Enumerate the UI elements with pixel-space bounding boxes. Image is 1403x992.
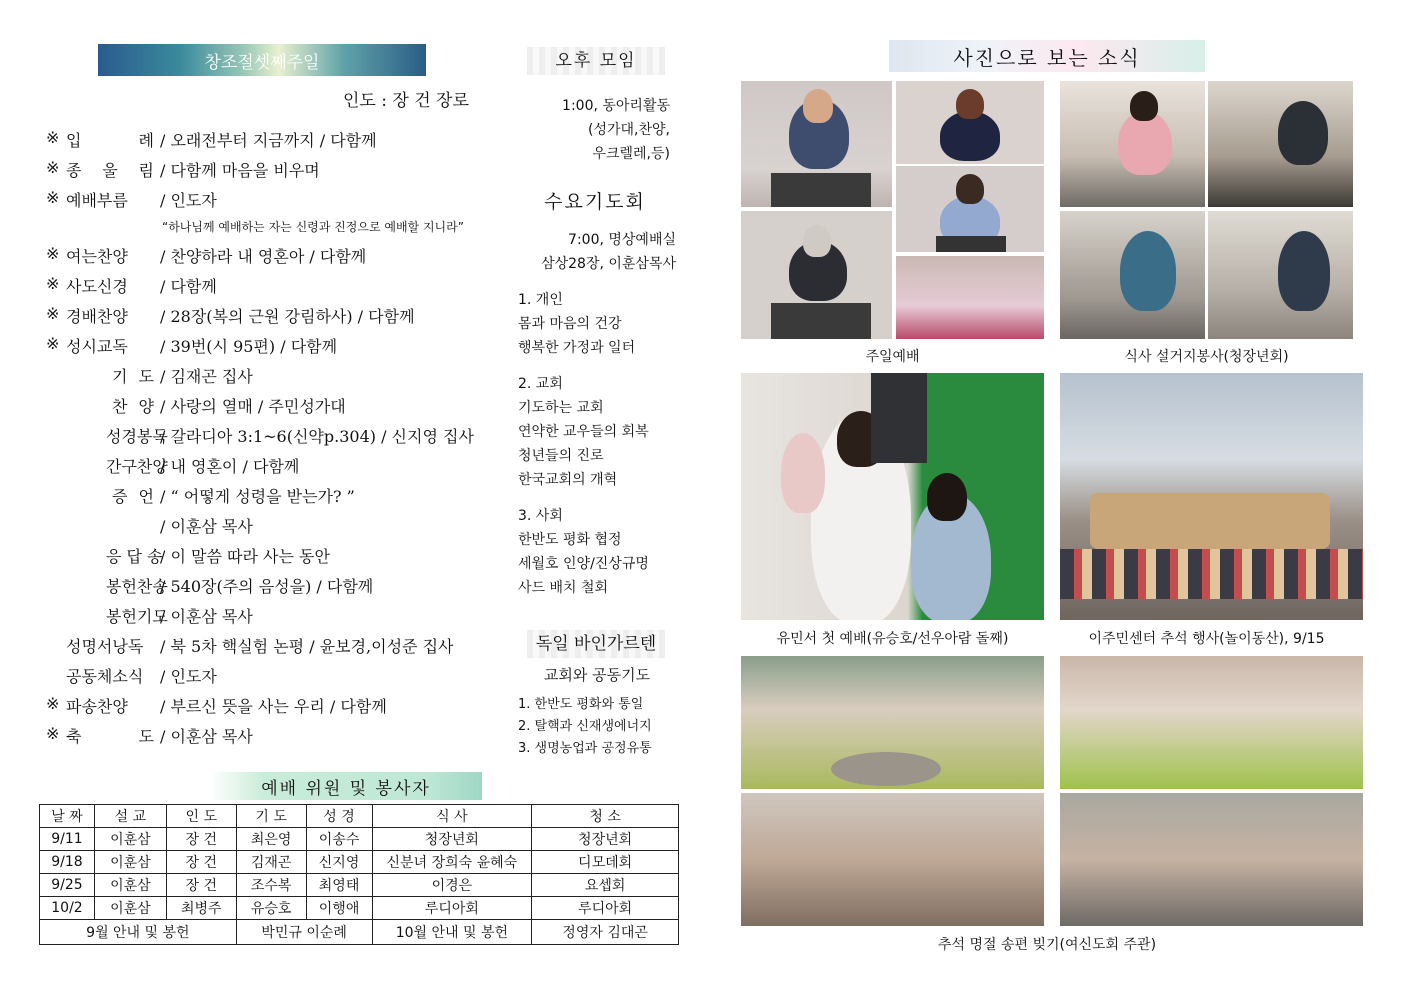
caption-worship: 주일예배 xyxy=(865,349,920,365)
cell-date: 9/25 xyxy=(40,874,95,897)
order-item-name: 찬 양 xyxy=(112,397,154,416)
wednesday-line: 삼상28장, 이훈삼목사 xyxy=(541,256,676,272)
afternoon-meeting-details xyxy=(540,94,670,166)
staff-table-header-row xyxy=(40,805,679,828)
prayer-item: 한국교회의 개혁 xyxy=(518,472,618,488)
songpyeon-photo-1 xyxy=(741,656,1044,789)
order-item-name: 증 언 xyxy=(112,487,154,506)
german-prayer-item: 2. 탈핵과 신재생에너지 xyxy=(518,719,652,734)
afternoon-meeting-heading xyxy=(527,47,665,75)
table-row xyxy=(40,851,679,874)
required-mark: ※ xyxy=(46,334,60,353)
cell-scripture: 최영태 xyxy=(306,874,372,897)
required-mark: ※ xyxy=(46,724,60,743)
worship-photo-1 xyxy=(741,81,892,207)
header-prayer: 기 도 xyxy=(236,805,306,828)
order-item-name: 파송찬양 xyxy=(66,697,128,716)
required-mark: ※ xyxy=(46,158,60,177)
order-item-detail: / 인도자 xyxy=(160,191,217,210)
baby-worship-photo xyxy=(741,373,1044,620)
meal-photo-1 xyxy=(1060,81,1205,207)
afternoon-line: 1:00, 동아리활동 xyxy=(562,98,670,114)
header-date: 날 짜 xyxy=(40,805,95,828)
cell-prayer: 최은영 xyxy=(236,828,306,851)
table-row xyxy=(40,874,679,897)
cell-prayer: 유승호 xyxy=(236,897,306,920)
songpyeon-photo-3 xyxy=(741,793,1044,926)
oct-offering-names: 정영자 김대곤 xyxy=(532,920,679,945)
migrant-center-photo xyxy=(1060,373,1363,620)
cell-meal: 청장년회 xyxy=(372,828,532,851)
caption-migrant-center: 이주민센터 추석 행사(놀이동산), 9/15 xyxy=(1088,631,1325,647)
staff-table-heading: 예배 위원 및 봉사자 xyxy=(210,772,482,800)
required-mark: ※ xyxy=(46,128,60,147)
staff-table xyxy=(39,804,679,945)
header-meal: 식 사 xyxy=(372,805,532,828)
cell-leader: 장 건 xyxy=(166,851,236,874)
prayer-item: 청년들의 진로 xyxy=(518,448,604,464)
order-item-name: 봉헌기도 xyxy=(106,607,168,626)
cell-scripture: 이송수 xyxy=(306,828,372,851)
order-item-name: 봉헌찬송 xyxy=(106,577,168,596)
german-church-heading xyxy=(527,630,665,658)
caption-meal: 식사 설거지봉사(청장년회) xyxy=(1124,349,1289,365)
order-item-detail: / 부르신 뜻을 사는 우리 / 다함께 xyxy=(160,697,387,716)
cell-cleaning: 청장년회 xyxy=(532,828,679,851)
sept-offering-names: 박민규 이순례 xyxy=(236,920,372,945)
order-item-name: 간구찬양 xyxy=(106,457,168,476)
prayer-item: 사드 배치 철회 xyxy=(518,580,609,596)
order-item-name: 축 도 xyxy=(66,727,154,746)
order-item-detail: / 찬양하라 내 영혼아 / 다함께 xyxy=(160,247,367,266)
worship-photo-4 xyxy=(741,211,892,339)
cell-meal: 신분녀 장희숙 윤혜숙 xyxy=(372,851,532,874)
german-prayer-list xyxy=(518,694,688,760)
german-prayer-item: 1. 한반도 평화와 통일 xyxy=(518,697,644,712)
sunday-title-banner xyxy=(98,44,426,76)
songpyeon-photo-2 xyxy=(1060,656,1363,789)
cell-sermon: 이훈삼 xyxy=(94,851,166,874)
order-item-detail: / 이훈삼 목사 xyxy=(160,517,253,536)
required-mark: ※ xyxy=(46,274,60,293)
staff-table-footer-row xyxy=(40,920,679,945)
order-item-detail: / “ 어떻게 성령을 받는가? ” xyxy=(160,487,355,506)
order-item-detail: / 갈라디아 3:1~6(신약p.304) / 신지영 집사 xyxy=(160,427,474,446)
prayer-item: 세월호 인양/진상규명 xyxy=(518,556,649,572)
caption-baby-worship: 유민서 첫 예배(유승호/선우아람 돌째) xyxy=(776,631,1009,647)
german-prayer-item: 3. 생명농업과 공정유통 xyxy=(518,741,652,756)
oct-offering-label: 10월 안내 및 봉헌 xyxy=(372,920,532,945)
cell-sermon: 이훈삼 xyxy=(94,874,166,897)
cell-leader: 장 건 xyxy=(166,828,236,851)
order-item-detail: / 다함께 xyxy=(160,277,217,296)
order-item-detail: / 사랑의 열매 / 주민성가대 xyxy=(160,397,346,416)
worship-photo-choir xyxy=(896,256,1044,339)
order-item-name: 기 도 xyxy=(112,367,154,386)
cell-meal: 이경은 xyxy=(372,874,532,897)
cell-scripture: 신지영 xyxy=(306,851,372,874)
cell-date: 9/18 xyxy=(40,851,95,874)
order-item-name: 경배찬양 xyxy=(66,307,128,326)
cell-meal: 루디아회 xyxy=(372,897,532,920)
header-cleaning: 청 소 xyxy=(532,805,679,828)
wednesday-line: 7:00, 명상예배실 xyxy=(568,232,676,248)
cell-date: 9/11 xyxy=(40,828,95,851)
german-church-title: 독일 바인가르텐 xyxy=(535,634,657,654)
wednesday-prayer-details xyxy=(520,228,676,276)
cell-cleaning: 요셉회 xyxy=(532,874,679,897)
order-item-name: 성명서낭독 xyxy=(66,637,144,656)
prayer-item: 몸과 마음의 건강 xyxy=(518,316,622,332)
prayer-item: 기도하는 교회 xyxy=(518,400,604,416)
worship-leader: 인도 : 장 건 장로 xyxy=(343,91,469,111)
meal-photo-2 xyxy=(1208,81,1353,207)
order-item-name: 응 답 송 xyxy=(106,547,163,566)
afternoon-meeting-title: 오후 모임 xyxy=(555,51,637,71)
cell-scripture: 이행애 xyxy=(306,897,372,920)
wednesday-prayer-heading: 수요기도회 xyxy=(544,191,646,213)
worship-photo-3 xyxy=(896,166,1044,252)
order-item-detail: / 28장(복의 근원 강림하사) / 다함께 xyxy=(160,307,415,326)
order-item-detail: / 이 말씀 따라 사는 동안 xyxy=(160,547,330,566)
header-scripture: 성 경 xyxy=(306,805,372,828)
cell-sermon: 이훈삼 xyxy=(94,897,166,920)
meal-photo-3 xyxy=(1060,211,1205,339)
required-mark: ※ xyxy=(46,244,60,263)
order-item-name: 성경봉독 xyxy=(106,427,168,446)
order-item-detail: / 북 5차 핵실험 논평 / 윤보경,이성준 집사 xyxy=(160,637,454,656)
order-item-name: 공동체소식 xyxy=(66,667,144,686)
header-sermon: 설 교 xyxy=(94,805,166,828)
header-leader: 인 도 xyxy=(166,805,236,828)
afternoon-line: 우크렐레,등) xyxy=(592,146,670,162)
sunday-title: 창조절셋째주일 xyxy=(204,52,320,73)
prayer-section-head: 3. 사회 xyxy=(518,508,563,524)
cell-cleaning: 루디아회 xyxy=(532,897,679,920)
order-item-detail: / 이훈삼 목사 xyxy=(160,727,253,746)
cell-date: 10/2 xyxy=(40,897,95,920)
order-item-detail: / 이훈삼 목사 xyxy=(160,607,253,626)
cell-prayer: 조수복 xyxy=(236,874,306,897)
order-item-detail: / 39번(시 95편) / 다함께 xyxy=(160,337,338,356)
order-item-detail: / 인도자 xyxy=(160,667,217,686)
sept-offering-label: 9월 안내 및 봉헌 xyxy=(40,920,237,945)
order-item-detail: / 540장(주의 음성을) / 다함께 xyxy=(160,577,374,596)
order-item-detail: / 다함께 마음을 비우며 xyxy=(160,161,320,180)
order-item-name: 종 울 림 xyxy=(66,161,154,180)
call-to-worship-quote: “하나님께 예배하는 자는 신령과 진정으로 예배할 지니라” xyxy=(162,220,464,234)
required-mark: ※ xyxy=(46,188,60,207)
prayer-item: 행복한 가정과 일터 xyxy=(518,340,636,356)
cell-prayer: 김재곤 xyxy=(236,851,306,874)
caption-songpyeon: 추석 명절 송편 빚기(여신도회 주관) xyxy=(937,937,1157,953)
required-mark: ※ xyxy=(46,694,60,713)
meal-photo-4 xyxy=(1208,211,1353,339)
order-item-detail: / 김재곤 집사 xyxy=(160,367,253,386)
prayer-item: 연약한 교우들의 회복 xyxy=(518,424,649,440)
order-item-detail: / 오래전부터 지금까지 / 다함께 xyxy=(160,131,377,150)
order-item-name: 예배부름 xyxy=(66,191,128,210)
afternoon-line: (성가대,찬양, xyxy=(588,122,670,138)
prayer-section-head: 2. 교회 xyxy=(518,376,563,392)
worship-photo-2 xyxy=(896,81,1044,164)
prayer-section-head: 1. 개인 xyxy=(518,292,563,308)
photo-news-title: 사진으로 보는 소식 xyxy=(889,40,1205,72)
order-item-detail: / 내 영혼이 / 다함께 xyxy=(160,457,300,476)
order-item-name: 입 례 xyxy=(66,131,154,150)
order-item-name: 사도신경 xyxy=(66,277,128,296)
order-item-name: 성시교독 xyxy=(66,337,128,356)
prayer-item: 한반도 평화 협정 xyxy=(518,532,622,548)
table-row xyxy=(40,897,679,920)
order-item-name: 여는찬양 xyxy=(66,247,128,266)
cell-leader: 장 건 xyxy=(166,874,236,897)
table-row xyxy=(40,828,679,851)
cell-cleaning: 디모데회 xyxy=(532,851,679,874)
required-mark: ※ xyxy=(46,304,60,323)
prayer-topics xyxy=(518,288,688,600)
cell-leader: 최병주 xyxy=(166,897,236,920)
songpyeon-photo-4 xyxy=(1060,793,1363,926)
cell-sermon: 이훈삼 xyxy=(94,828,166,851)
german-church-subtitle: 교회와 공동기도 xyxy=(543,666,651,684)
